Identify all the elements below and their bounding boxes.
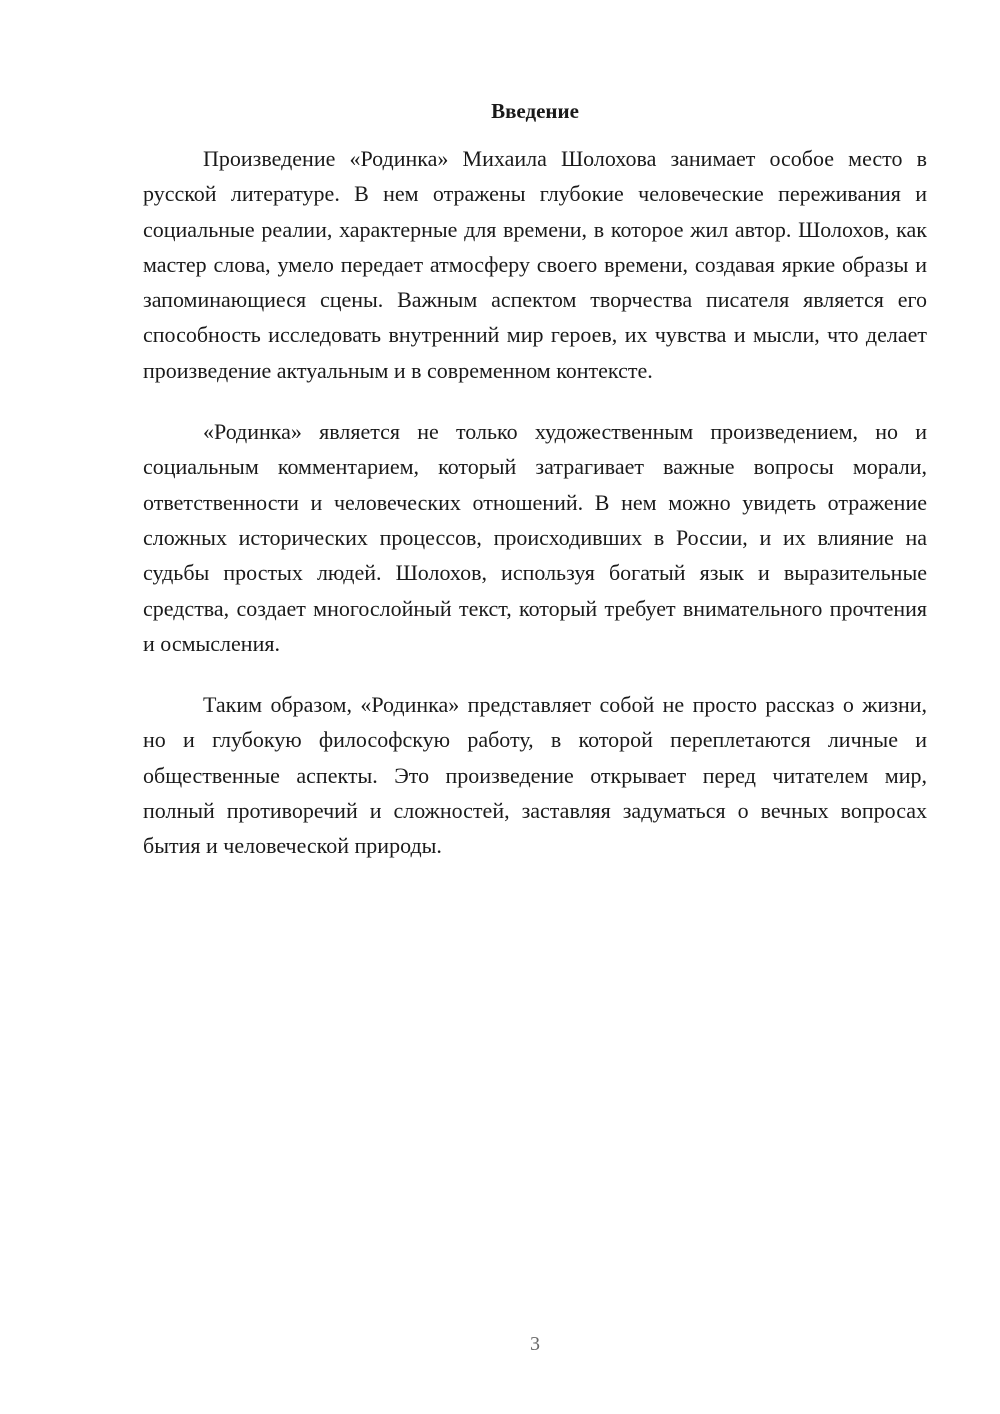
body-text <box>143 141 927 890</box>
paragraph-1: Произведение «Родинка» Михаила Шолохова занимает особое место в русской литературе. В нем отражены глубокие человеческие переживания и социальные реалии, характерные для времени, в которое жил автор. Шолохов, как мастер слова, умело передает атмосферу своего времени, создавая яркие образы и запоминающиеся сцены. Важным аспектом творчества писателя является его способность исследовать внутренний мир героев, их чувства и мысли, что делает произведение актуальным и в современном контексте. <box>143 146 927 383</box>
paragraph-3: Таким образом, «Родинка» представляет собой не просто рассказ о жизни, но и глубокую философскую работу, в которой переплетаются личные и общественные аспекты. Это произведение открывает перед читателем мир, полный противоречий и сложностей, заставляя задуматься о вечных вопросах бытия и человеческой природы. <box>143 692 927 859</box>
paragraph-2: «Родинка» является не только художественным произведением, но и социальным комментарием, который затрагивает важные вопросы морали, ответственности и человеческих отношений. В нем можно увидеть отражение сложных исторических процессов, происходивших в России, и их влияние на судьбы простых людей. Шолохов, используя богатый язык и выразительные средства, создает многослойный текст, который требует внимательного прочтения и осмысления. <box>143 419 927 656</box>
page-number: 3 <box>530 1333 540 1355</box>
section-heading: Введение <box>491 99 579 123</box>
